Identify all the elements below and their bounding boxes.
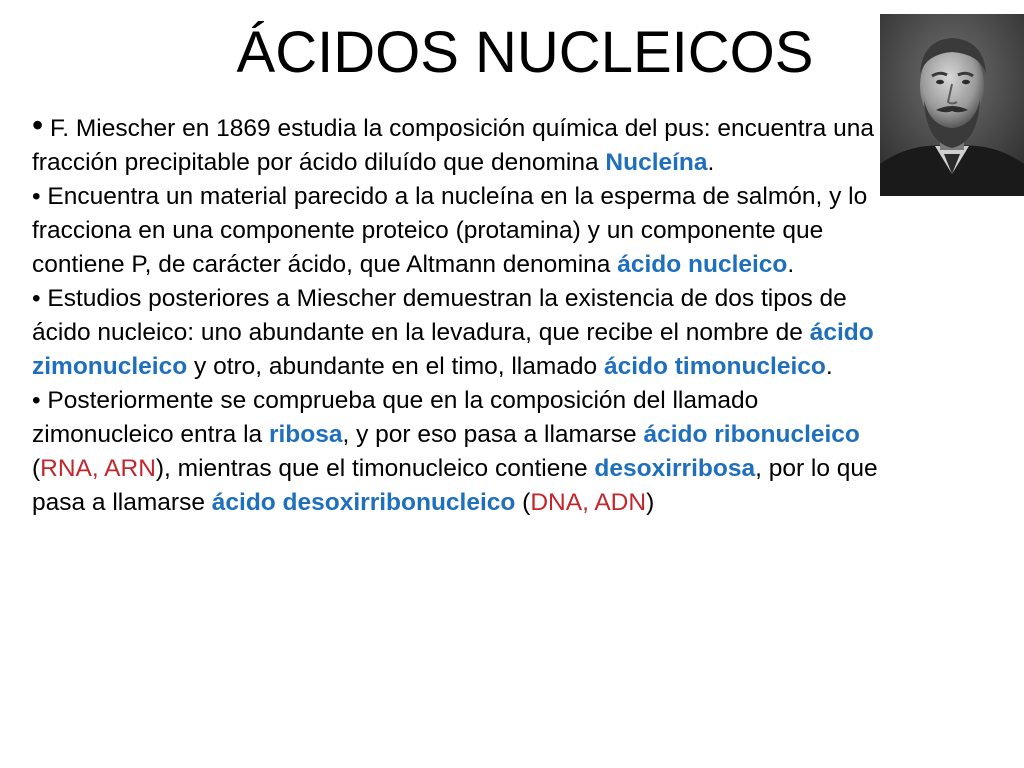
slide-body — [32, 108, 902, 520]
paragraph-text: • Posteriormente se comprueba que en la composición del llamado zimonucleico entra la — [32, 387, 759, 448]
abbreviation-red: RNA, ARN — [40, 455, 156, 482]
paragraph-salmon-sperm — [32, 180, 902, 282]
abbreviation-red: DNA, ADN — [530, 489, 647, 516]
highlight-term: ácido ribonucleico — [643, 421, 860, 448]
paragraph-text: ( — [515, 489, 531, 516]
paragraph-text: . — [787, 251, 795, 278]
paragraph-text: F. Miescher en 1869 estudia la composición química del pus: encuentra una fracción precipitable por ácido diluído que denomina — [32, 115, 874, 176]
highlight-term: ácido nucleico — [617, 251, 788, 278]
paragraph-text: , y por eso pasa a llamarse — [342, 421, 644, 448]
paragraph-text: y otro, abundante en el timo, llamado — [187, 353, 604, 380]
highlight-term: Nucleína — [605, 149, 708, 176]
paragraph-text: . — [825, 353, 833, 380]
paragraph-miescher-discovery — [32, 108, 902, 180]
highlight-term: ácido timonucleico — [603, 353, 826, 380]
paragraph-two-types — [32, 282, 902, 384]
highlight-term: desoxirribosa — [594, 455, 756, 482]
bullet-mark: • — [32, 107, 44, 143]
paragraph-text: • Estudios posteriores a Miescher demuestran la existencia de dos tipos de ácido nucleico: uno abundante en la levadura, que recibe el nombre de — [32, 285, 847, 346]
slide-title: ÁCIDOS NUCLEICOS — [236, 20, 814, 85]
highlight-term: ácido zimonucleico — [32, 319, 874, 380]
highlight-term: ácido desoxirribonucleico — [211, 489, 516, 516]
paragraph-ribose-desoxyribose — [32, 384, 902, 520]
paragraph-text: ( — [32, 455, 41, 482]
paragraph-text: . — [707, 149, 715, 176]
paragraph-text: ), mientras que el timonucleico contiene — [155, 455, 595, 482]
paragraph-text: • Encuentra un material parecido a la nucleína en la esperma de salmón, y lo fracciona en una componente proteico (protamina) y un componente que contiene P, de carácter ácido, que Altmann denomina — [32, 183, 868, 278]
paragraph-text: , por lo que pasa a llamarse — [32, 455, 878, 516]
paragraph-text: ) — [646, 489, 655, 516]
highlight-term: ribosa — [268, 421, 343, 448]
